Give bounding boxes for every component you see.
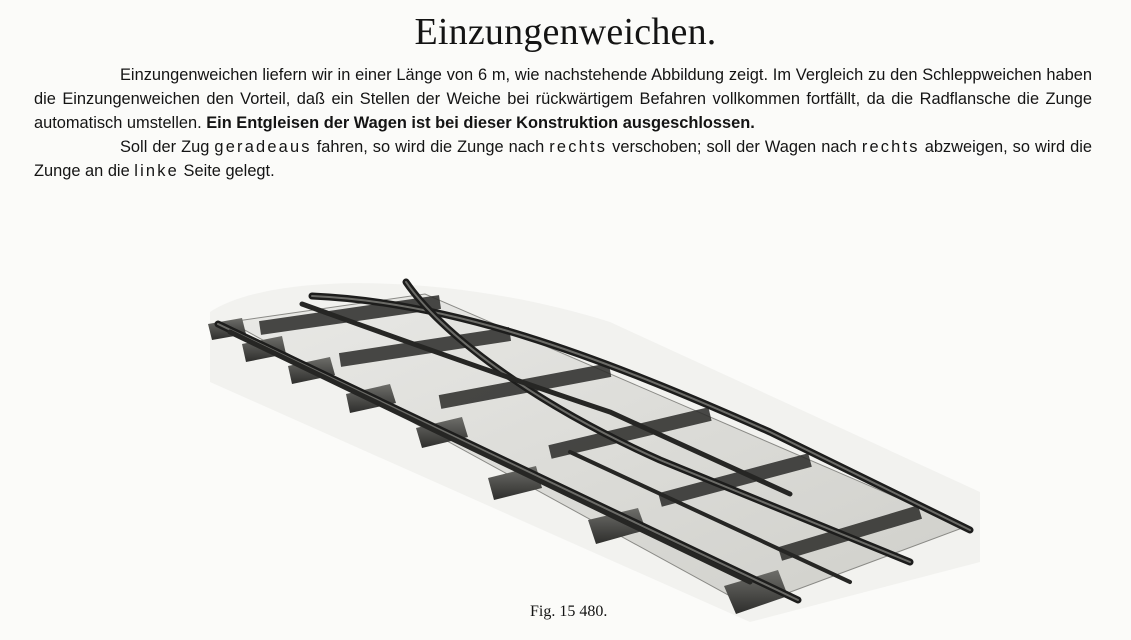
paragraph-2 bbox=[34, 135, 1092, 183]
paragraph-2-part-3: verschoben; soll der Wagen nach bbox=[612, 138, 857, 156]
paragraph-2-spaced-2: rechts bbox=[549, 138, 608, 156]
paragraph-2-spaced-3: rechts bbox=[861, 138, 920, 156]
paragraph-2-part-4: abzweigen, so wird die Zunge an die bbox=[34, 138, 1092, 180]
paragraph-2-spaced-1: geradeaus bbox=[214, 138, 312, 156]
paragraph-1 bbox=[34, 63, 1092, 135]
paragraph-2-part-5: Seite gelegt. bbox=[183, 162, 275, 180]
paragraph-2-spaced-4: linke bbox=[134, 162, 179, 180]
page-title: Einzungenweichen. bbox=[414, 11, 717, 53]
body-text bbox=[34, 63, 1092, 183]
track-switch-illustration bbox=[190, 262, 990, 634]
paragraph-2-part-1: Soll der Zug bbox=[120, 138, 210, 156]
paragraph-1-text: Einzungenweichen liefern wir in einer Länge von 6 m, wie nachstehende Abbildung zeigt. Im Vergleich zu den Schleppweichen haben die Einzungenweichen den Vorteil, daß ein Stellen der Weiche bei rückwärtigem Befahren vollkommen fortfällt, da die Radflansche die Zunge automatisch umstellen. bbox=[34, 66, 1092, 132]
figure-caption: Fig. 15 480. bbox=[530, 603, 608, 620]
paragraph-2-part-2: fahren, so wird die Zunge nach bbox=[316, 138, 545, 156]
paragraph-1-bold-text: Ein Entgleisen der Wagen ist bei dieser Konstruktion ausgeschlossen. bbox=[206, 114, 755, 132]
